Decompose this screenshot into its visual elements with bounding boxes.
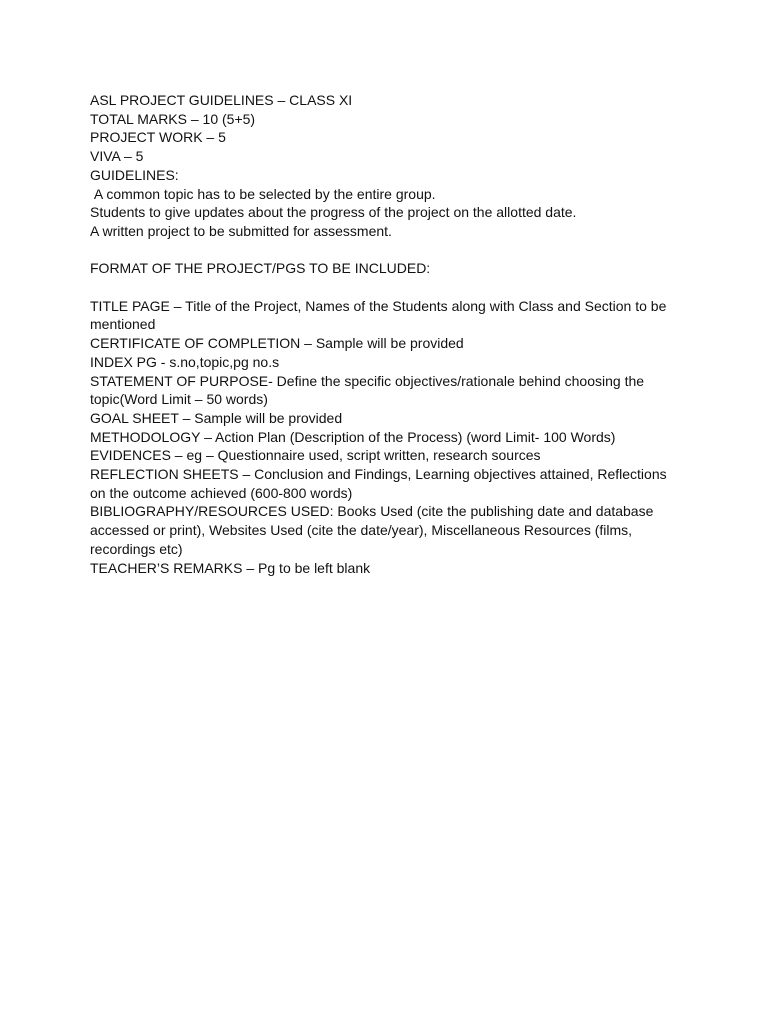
document-title: ASL PROJECT GUIDELINES – CLASS XI: [90, 92, 353, 108]
project-work-marks: PROJECT WORK – 5: [90, 129, 226, 146]
format-item-methodology: METHODOLOGY – Action Plan (Description of the Process) (word Limit- 100 Words): [90, 428, 616, 445]
spacer: [90, 241, 680, 260]
format-item-teachers-remarks: TEACHER’S REMARKS – Pg to be left blank: [90, 559, 371, 576]
viva-marks: VIVA – 5: [90, 148, 144, 165]
format-heading: FORMAT OF THE PROJECT/PGS TO BE INCLUDED:: [90, 260, 431, 277]
total-marks: TOTAL MARKS – 10 (5+5): [90, 110, 256, 127]
format-item-bibliography: BIBLIOGRAPHY/RESOURCES USED: Books Used (cite the publishing date and database accessed or print), Websites Used (cite the date/year), Miscellaneous Resources (films, recordings etc): [90, 503, 658, 557]
guidelines-heading: GUIDELINES:: [90, 166, 179, 183]
format-item-reflection-sheets: REFLECTION SHEETS – Conclusion and Findings, Learning objectives attained, Reflections on the outcome achieved (600-800 words): [90, 466, 671, 501]
format-item-goal-sheet: GOAL SHEET – Sample will be provided: [90, 409, 343, 426]
guideline-item: A common topic has to be selected by the entire group.: [90, 185, 436, 202]
format-item-title-page: TITLE PAGE – Title of the Project, Names of the Students along with Class and Section to be mentioned: [90, 297, 671, 333]
guideline-item: A written project to be submitted for assessment.: [90, 222, 392, 239]
guideline-item: Students to give updates about the progress of the project on the allotted date.: [90, 204, 577, 221]
format-item-evidences: EVIDENCES – eg – Questionnaire used, script written, research sources: [90, 447, 541, 464]
format-item-index: INDEX PG - s.no,topic,pg no.s: [90, 353, 280, 370]
spacer: [90, 278, 680, 297]
format-item-certificate: CERTIFICATE OF COMPLETION – Sample will be provided: [90, 335, 464, 352]
format-item-statement-of-purpose: STATEMENT OF PURPOSE- Define the specific objectives/rationale behind choosing the topic(Word Limit – 50 words): [90, 372, 648, 408]
document-body: [90, 91, 680, 577]
